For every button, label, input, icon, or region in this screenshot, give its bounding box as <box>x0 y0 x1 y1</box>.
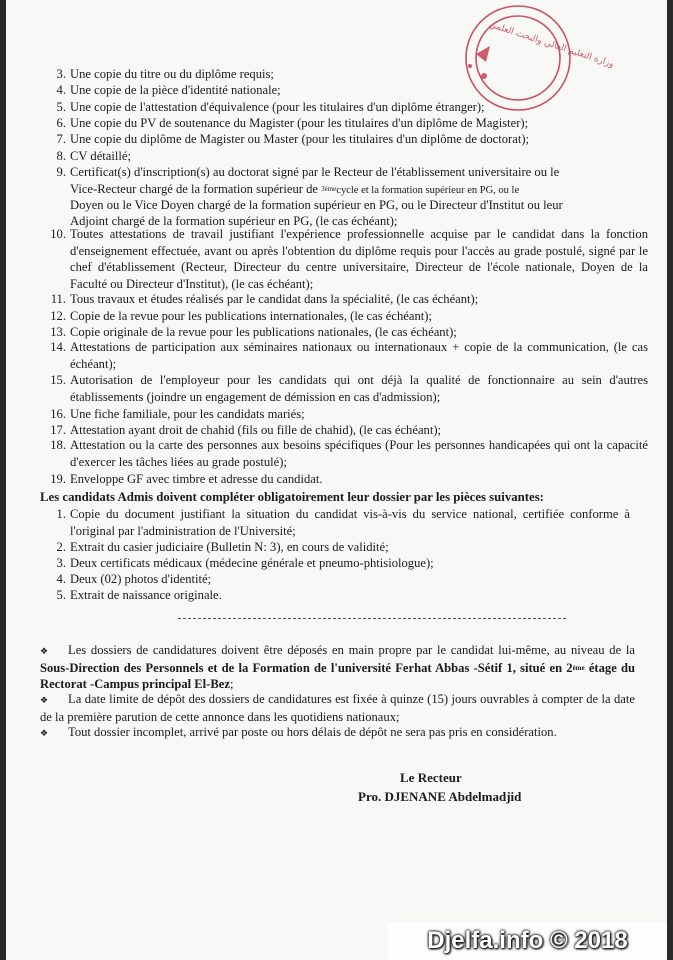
signature-name: Pro. DJENANE Abdelmadjid <box>358 789 522 804</box>
note-incomplete: ❖ Tout dossier incomplet, arrivé par poste ou hors délais de dépôt ne sera pas pris en considération. <box>40 724 635 742</box>
bullet-icon: ❖ <box>40 695 49 705</box>
list-item-line: Doyen ou le Vice Doyen chargé de la formation supérieur en PG, ou le Directeur d'Institut ou leur <box>70 198 563 212</box>
signature-title: Le Recteur <box>400 770 462 785</box>
stamp-arabic-text: وزارة التعليم العالي والبحث العلمي <box>487 19 615 70</box>
document-page: وزارة التعليم العالي والبحث العلمي 3. Une copie du titre ou du diplôme requis; 4. Une copie de la pièce d'identité nationale; 5. Une copie de l'attestation d'équivalence (pour les titulaires d'un diplôme étranger); 6. Une copie du PV de soutenance du Magister (pour les titulaires d'un diplôme de Magister); 7. Une copie du diplôme de Magister ou Master (pour les titulaires d'un diplôme de doctorat); 8. CV détaillé; 9. Certificat(s) d'inscription(s) au doctorat signé par le Recteur de l'établissement universitaire ou le Vice-Recteur chargé de la formation supérieur de $^{3ème}$cycle et la formation supérieur en PG, ou le Doyen ou le Vice Doyen chargé de la formation supérieur en PG, ou le Directeur d'Institut ou leur Adjoint chargé de la formation supérieur en PG, (le cas échéant); 10. Toutes attestations de travail justifiant l'expérience professionnelle acquise par le candidat dans la fonction d'enseignement effectuée, avant ou après l'obtention du diplôme requis pour l'accès au grade postulé, signé par le chef d'établissement (Recteur, Directeur du centre universitaire, Directeur de l'école nationale, Doyen de la Faculté ou Directeur d'Institut), (le cas échéant); 11. Tous travaux et études réalisés par le candidat dans la spécialité, (le cas échéant); 12. Copie de la revue pour les publications internationales, (le cas échéant); 13. Copie originale de la revue pour les publications nationales, (le cas échéant); 14. Attestations de participation aux séminaires nationaux ou internationaux + copie de la communication, (le cas échéant); 15. Autorisation de l'employeur pour les candidats qui ont déjà la qualité de fonctionnaire au sein d'autres établissements (joindre un engagement de démission en cas d'admission); 16. Une fiche familiale, pour les candidats mariés; 17. Attestation ayant droit de chahid (fils ou fille de chahid), (le cas échéant); 18. Attestation ou la carte des personnes aux besoins spécifiques (Pour les personnes handicapées qui ont la capacité d'exercer les tâches liées au grade postulé); 19. Enveloppe GF avec timbre et adresse du candidat. Les candidats Admis doivent compléter obligatoirement leur dossier par les pièces suivantes: 1. Copie du document justifiant la situation du candidat vis-à-vis du service national, certifiée conforme à l'original par l'administration de l'Université; 2. Extrait du casier judiciaire (Bulletin N: 3), en cours de validité; 3. Deux certificats médicaux (médecine générale et pneumo-phtisiologue); 4. Deux (02) photos d'identité; 5. Extrait de naissance originale. ❖ Les dossiers de candidatures doivent être déposés en main propre par le candidat lui-même, au niveau de la Sous-Direction des Personnels et de la Formation de l'université Ferhat Abbas -Sétif 1, situé en 2ème étage du Rectorat -Campus principal El-Bez; ❖ La date limite de dépôt des dossiers de candidatures est fixée à quinze (15) jours ouvrables à compter de la date de la première parution de cette annonce dans les quotidiens nationaux; ❖ Tout dossier incomplet, arrivé par poste ou hors délais de dépôt ne sera pas pris en considération. Le Recteur Pro. DJENANE Abdelmadjid Djelfa.info © 2018 <box>6 0 667 960</box>
bullet-icon: ❖ <box>40 646 49 656</box>
official-stamp <box>446 6 615 104</box>
bullet-icon: ❖ <box>40 728 49 738</box>
note-deadline: ❖ La date limite de dépôt des dossiers de candidatures est fixée à quinze (15) jours ouvrables à compter de la date de la première parution de cette annonce dans les quotidiens nationaux; <box>40 692 635 724</box>
right-edge <box>667 0 673 960</box>
admis-heading: Les candidats Admis doivent compléter obligatoirement leur dossier par les pièces suivantes: <box>40 490 544 504</box>
separator <box>178 618 566 619</box>
list-item-line: Adjoint chargé de la formation supérieur en PG, (le cas échéant); <box>70 214 398 228</box>
note-deposit: ❖ Les dossiers de candidatures doivent être déposés en main propre par le candidat lui-même, au niveau de la Sous-Direction des Personnels et de la Formation de l'université Ferhat Abbas -Sétif 1, situé en 2ème étage du Rectorat -Campus principal El-Bez; <box>40 643 636 692</box>
list-item-line: Vice-Recteur chargé de la formation supérieur de $^{3ème}$cycle et la formation supérieur en PG, ou le <box>70 182 520 196</box>
site-watermark: Djelfa.info © 2018 <box>388 922 667 960</box>
